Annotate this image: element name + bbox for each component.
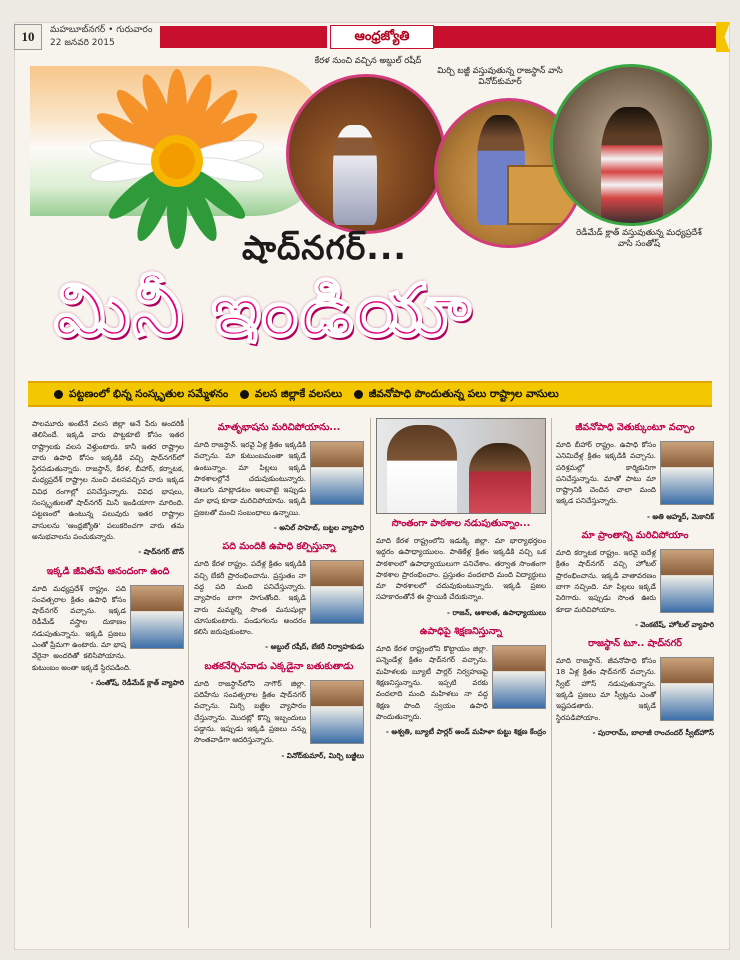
byline: - వినోద్‌కుమార్, మిర్చి బజ్జీలు [281, 750, 364, 760]
subhead-1: పట్టణంలో భిన్న సంస్కృతుల సమ్మేళనం [69, 388, 229, 400]
caption-madhya-pradesh: రెడీమేడ్ క్లాత్ వస్తువుతున్న మధ్యప్రదేశ్ వాసి సంతోష్ [576, 228, 702, 249]
masthead [14, 22, 730, 54]
story-text: మాది కేరళ రాష్ట్రంలోని ఇడుక్కి జిల్లా. మా భార్యాభర్తలం ఇద్దరం ఉపాధ్యాయులం. పాతికేళ్ల క్రితం ఇక్కడికి వచ్చి ఒక పాఠశాలలో ఉపాధ్యాయులుగా పనిచేశాం. తర్వాత సొంతంగా పాఠశాల ప్రారంభించాం. ప్రస్తుతం వందలాది మంది విద్యార్థులు మా పాఠశాలలో చదువుకుంటున్నారు. ఇక్కడి ప్రజల సహకారంతోనే ఈ స్థాయికి చేరుకున్నాం. [376, 536, 546, 602]
byline: - అతి ఆహ్మద్, మెకానిక్ [646, 511, 714, 521]
byline: - వెంకటేష్, హోటల్ వ్యాపారి [634, 619, 714, 629]
byline: - షాద్‌నగర్ టౌన్ [138, 547, 184, 557]
date-label: 22 జనవరి 2015 [50, 38, 115, 48]
story-text: మాది బీహార్ రాష్ట్రం. ఉపాధి కోసం ఎనిమిదేళ్ల క్రితం ఇక్కడికి వచ్చాను. పరిశ్రమల్లో కార్మికునిగా పనిచేస్తున్నాను. మాతో పాటు మా రాష్ట్రానికి చెందిన చాలా మంది ఇక్కడ పనిచేస్తున్నారు. [556, 440, 656, 506]
portrait-photo [310, 560, 364, 624]
story-heading: పది మందికి ఉపాధి కల్పిస్తున్నా [222, 541, 336, 553]
subhead-3: జీవనోపాధి పొందుతున్న పలు రాష్ట్రాల వాసులు [368, 388, 559, 400]
shop-photo-garments [550, 64, 712, 226]
story-text: మాది కేరళ రాష్ట్రం. పదేళ్ల క్రితం ఇక్కడికి వచ్చి బేకరీ ప్రారంభించాను. ప్రస్తుతం నా వద్ద పది మంది పనిచేస్తున్నారు. వ్యాపారం బాగా సాగుతోంది. ఇక్కడి వారు మమ్మల్ని సొంత మనుషుల్లా చూసుకుంటారు. పండుగలను అందరం కలిసి జరుపుకుంటాం. [194, 559, 306, 637]
story-text: మాది రాజస్థాన్‌లోని నాగౌర్ జిల్లా. పదిహేను సంవత్సరాల క్రితం షాద్‌నగర్ వచ్చాను. మిర్చి బజ్జీల వ్యాపారం చేస్తున్నాను. మొదట్లో కొన్ని ఇబ్బందులు పడ్డాను. ఇప్పుడు ఇక్కడి ప్రజలు నన్ను సొంతవాడిగా ఆదరిస్తున్నారు. [194, 678, 306, 745]
bullet-icon [54, 390, 63, 399]
subhead-2: వలస జిల్లాకే వలసలు [254, 388, 343, 400]
story-text: మాది మధ్యప్రదేశ్ రాష్ట్రం. పది సంవత్సరాల క్రితం ఉపాధి కోసం షాద్‌నగర్ వచ్చాను. ఇక్కడ రెడీమేడ్ వస్త్రాల దుకాణం నడుపుతున్నాను. ఇక్కడి ప్రజలు ఎంతో ప్రేమగా ఉంటారు. మా భాష వేరైనా అందరితో కలిసిపోయాను. కుటుంబం అంతా ఇక్కడే స్థిరపడింది. [32, 583, 132, 672]
byline: - అనిల్ సాహెబ్, బట్టల వ్యాపారి [273, 523, 364, 533]
dateline [50, 24, 152, 50]
story-heading: ఉపాధిపై శిక్షణనిస్తున్నా [419, 626, 503, 638]
portrait-photo [660, 549, 714, 613]
hero [30, 56, 720, 370]
column-1 [32, 418, 184, 696]
story-heading: సొంతంగా పాఠశాల నడుపుతున్నాం... [391, 518, 531, 529]
story-heading: మాతృభాషను మరిచిపోయాను... [217, 422, 341, 433]
byline: - అబ్దుల్ రషీద్, బేకరీ నిర్వాహకుడు [265, 642, 364, 652]
column-3 [376, 418, 546, 745]
portrait-photo [310, 441, 364, 505]
portrait-photo [660, 441, 714, 505]
story-text: మాది కేరళ రాష్ట్రంలోని కొట్టాయం జిల్లా. పన్నెండేళ్ల క్రితం షాద్‌నగర్ వచ్చాను. మహిళలకు బ్యూటీ పార్లర్ నిర్వహణపై శిక్షణనిస్తున్నాను. ఇప్పటి వరకు వందలాది మంది మహిళలు నా వద్ద శిక్షణ పొంది స్వయం ఉపాధి పొందుతున్నారు. [376, 644, 488, 721]
column-rule [551, 418, 552, 928]
column-2 [194, 418, 364, 769]
byline: - పురారామ్, బాలాజీ రాంచందర్ స్వీట్‌హౌస్ [592, 727, 714, 737]
caption-kerala: కేరళ నుంచి వచ్చిన అబ్దుల్ రషీద్ [314, 56, 422, 66]
story-heading: మా ప్రాంతాన్ని మరిచిపోయాం [581, 530, 689, 542]
subhead-bar [28, 381, 712, 407]
couple-photo [376, 418, 546, 514]
header-bar [160, 26, 716, 48]
portrait-photo [310, 680, 364, 744]
man-figure [387, 425, 457, 513]
story-heading: రాజస్థాన్ టూ.. షాద్‌నగర్ [588, 638, 682, 650]
kicker: షాద్‌నగర్... [242, 228, 407, 267]
paper-logo: ఆంధ్రజ్యోతి [330, 25, 434, 49]
shop-photo-bakery [286, 74, 446, 234]
byline: - రాజన్, ఆశాలత, ఉపాధ్యాయులు [447, 607, 546, 617]
page-number: 10 [14, 24, 42, 50]
woman-figure [469, 443, 531, 513]
portrait-photo [130, 585, 184, 649]
portrait-photo [660, 657, 714, 721]
story-heading: బతకనేర్చినవాడు ఎక్కడైనా బతుకుతాడు [204, 660, 354, 672]
story-heading: జీవనోపాధి వెతుక్కుంటూ వచ్చాం [575, 422, 695, 433]
column-rule [370, 418, 371, 928]
story-heading: ఇక్కడి జీవితమే ఆనందంగా ఉంది [46, 565, 170, 577]
column-4 [556, 418, 714, 746]
arrow-icon [716, 22, 730, 52]
headline: మినీ ఇండియా [54, 268, 473, 352]
column-rule [188, 418, 189, 928]
portrait-photo [492, 645, 546, 709]
byline: - అశ్వతి, బ్యూటీ పార్లర్ అండ్ మహిళా కుట్టు శిక్షణ కేంద్రం [385, 727, 546, 737]
story-text: మాది రాజస్థాన్. జీవనోపాధి కోసం 18 ఏళ్ల క్రితం షాద్‌నగర్ వచ్చాను. స్వీట్ హౌస్ నడుపుతున్నాను. ఇక్కడి ప్రజలు మా స్వీట్లను ఎంతో ఇష్టపడతారు. ఇక్కడే స్థిరపడిపోయాం. [556, 656, 656, 722]
caption-rajasthan: మిర్చి బజ్జీ వస్తువుతున్న రాజస్థాన్ వాసి వినోద్‌కుమార్ [437, 66, 563, 87]
story-text: మాది రాజస్థాన్. ఇరవై ఏళ్ల క్రితం ఇక్కడికి వచ్చాను. మా కుటుంబమంతా ఇక్కడే ఉంటున్నాం. మా పిల్లలు ఇక్కడి పాఠశాలల్లోనే చదువుకుంటున్నారు. తెలుగు మాట్లాడటం అలవాటై ఇప్పుడు మా భాష కూడా మరిచిపోయాను. ఇక్కడి ప్రజలతో మంచి సంబంధాలు ఉన్నాయి. [194, 440, 306, 517]
byline: - సంతోష్, రెడీమేడ్ క్లాత్ వ్యాపారి [90, 677, 184, 687]
story-text: మాది కర్నాటక రాష్ట్రం. ఇరవై ఐదేళ్ల క్రితం షాద్‌నగర్ వచ్చి హోటల్ ప్రారంభించాను. ఇక్కడి వాతావరణం బాగా నచ్చింది. మా పిల్లలు ఇక్కడే పెరిగారు. ఇప్పుడు సొంత ఊరు కూడా మరిచిపోయాం. [556, 548, 656, 614]
bullet-icon [240, 390, 249, 399]
edition-label: మహబూబ్‌నగర్ • గురువారం [50, 25, 153, 35]
bullet-icon [354, 390, 363, 399]
intro-text: పాలమూరు అంటేనే వలస జిల్లా అనే పేరు అందరికీ తెలిసిందే. ఇక్కడి వారు పొట్టకూటి కోసం ఇతర రాష్ట్రాలకు వలస వెళ్తుంటారు. కానీ ఇతర రాష్ట్రాల వారు ఉపాధి కోసం ఇక్కడికి వచ్చి షాద్‌నగర్‌లో స్థిరపడుతున్నారు. రాజస్థాన్, కేరళ, బీహార్, కర్నాటక, మధ్యప్రదేశ్ రాష్ట్రాల నుంచి వలసవచ్చిన వారు ఇక్కడ వివిధ రంగాల్లో పనిచేస్తున్నారు. వివిధ భాషలు, సంస్కృతులతో షాద్‌నగర్ మినీ ఇండియాగా మారింది. పట్టణంలో ఉంటున్న పలువురు ఇతర రాష్ట్రాల వాసులను 'ఆంధ్రజ్యోతి' పలుకరించగా వారు తమ అనుభవాలను పంచుకున్నారు. [32, 419, 184, 541]
